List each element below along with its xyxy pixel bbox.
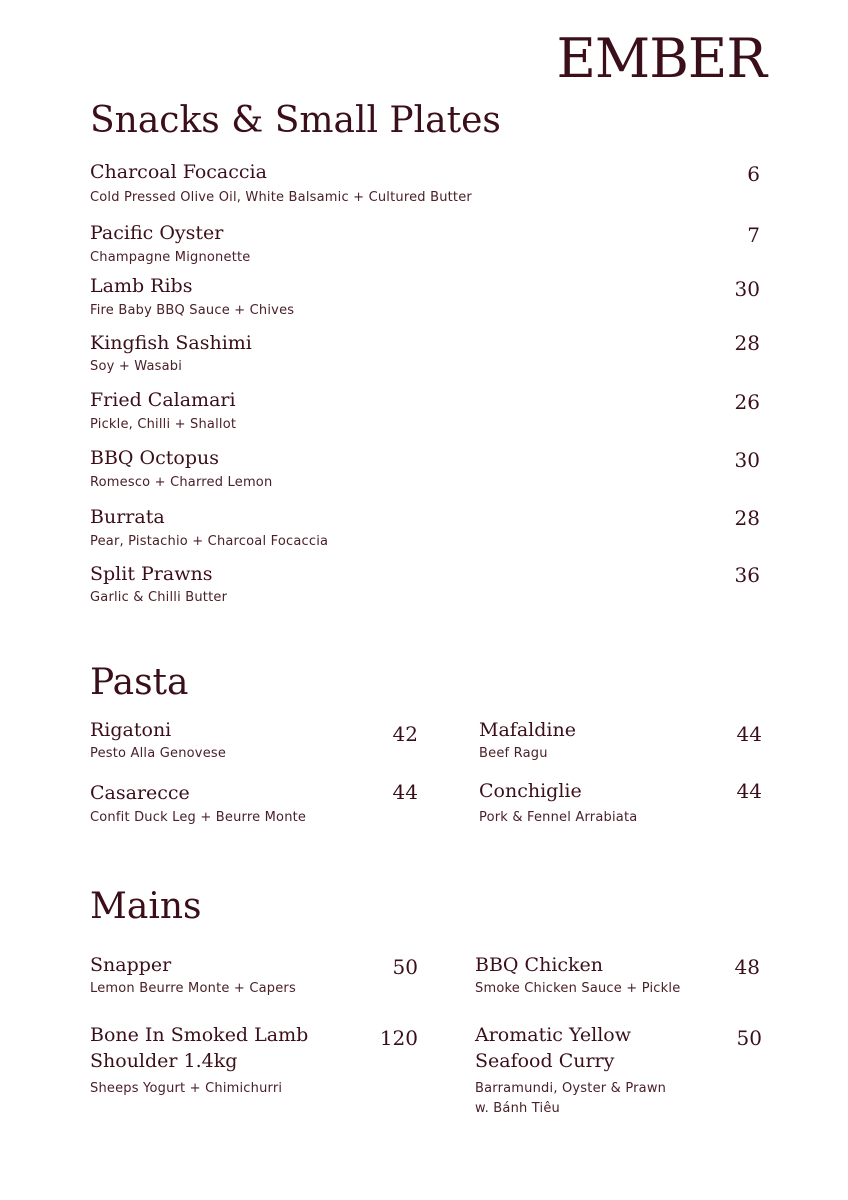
item-price: 44 bbox=[736, 779, 762, 803]
item-description: Beef Ragu bbox=[479, 746, 548, 761]
brand-logo: EMBER bbox=[556, 27, 766, 90]
item-price: 50 bbox=[736, 1026, 762, 1050]
item-name: BBQ Chicken bbox=[475, 954, 604, 976]
item-name: Pacific Oyster bbox=[90, 222, 224, 244]
item-description: Sheeps Yogurt + Chimichurri bbox=[90, 1081, 283, 1096]
section-title-pasta: Pasta bbox=[90, 662, 189, 703]
item-price: 44 bbox=[392, 780, 418, 804]
section-title-mains: Mains bbox=[90, 886, 202, 927]
item-description: Pickle, Chilli + Shallot bbox=[90, 417, 237, 432]
item-name-line-2: Shoulder 1.4kg bbox=[90, 1050, 238, 1072]
item-name: Burrata bbox=[90, 506, 165, 528]
item-name-line-1: Aromatic Yellow bbox=[475, 1024, 631, 1046]
item-price: 44 bbox=[736, 722, 762, 746]
item-price: 28 bbox=[734, 506, 760, 530]
item-name: Charcoal Focaccia bbox=[90, 161, 267, 183]
item-description: Pork & Fennel Arrabiata bbox=[479, 810, 638, 825]
item-description: Garlic & Chilli Butter bbox=[90, 590, 228, 605]
item-description: Champagne Mignonette bbox=[90, 250, 251, 265]
item-price: 50 bbox=[392, 955, 418, 979]
item-name: Conchiglie bbox=[479, 780, 582, 802]
item-name-line-2: Seafood Curry bbox=[475, 1050, 615, 1072]
item-description: Soy + Wasabi bbox=[90, 359, 183, 374]
item-name: Casarecce bbox=[90, 782, 190, 804]
section-title-snacks: Snacks & Small Plates bbox=[90, 100, 501, 141]
item-price: 6 bbox=[747, 162, 760, 186]
item-price: 48 bbox=[734, 955, 760, 979]
item-price: 28 bbox=[734, 331, 760, 355]
item-name: BBQ Octopus bbox=[90, 447, 219, 469]
item-price: 26 bbox=[734, 390, 760, 414]
item-description: Smoke Chicken Sauce + Pickle bbox=[475, 981, 681, 996]
item-name: Snapper bbox=[90, 954, 172, 976]
item-price: 30 bbox=[734, 448, 760, 472]
item-description: Pesto Alla Genovese bbox=[90, 746, 227, 761]
item-name: Kingfish Sashimi bbox=[90, 332, 252, 354]
item-name: Split Prawns bbox=[90, 563, 213, 585]
item-description: Lemon Beurre Monte + Capers bbox=[90, 981, 296, 996]
item-description: Romesco + Charred Lemon bbox=[90, 475, 273, 490]
item-name: Mafaldine bbox=[479, 719, 576, 741]
item-description: Pear, Pistachio + Charcoal Focaccia bbox=[90, 534, 329, 549]
item-name: Lamb Ribs bbox=[90, 275, 193, 297]
item-name-line-1: Bone In Smoked Lamb bbox=[90, 1024, 309, 1046]
item-name: Fried Calamari bbox=[90, 389, 236, 411]
item-name: Rigatoni bbox=[90, 719, 172, 741]
item-price: 30 bbox=[734, 277, 760, 301]
item-price: 42 bbox=[392, 722, 418, 746]
item-description-line-1: Barramundi, Oyster & Prawn bbox=[475, 1081, 667, 1096]
item-description: Confit Duck Leg + Beurre Monte bbox=[90, 810, 307, 825]
item-description: Fire Baby BBQ Sauce + Chives bbox=[90, 303, 295, 318]
item-description-line-2: w. Bánh Tiêu bbox=[475, 1101, 560, 1116]
item-price: 36 bbox=[734, 563, 760, 587]
item-price: 7 bbox=[747, 223, 760, 247]
item-description: Cold Pressed Olive Oil, White Balsamic + Cultured Butter bbox=[90, 190, 472, 205]
item-price: 120 bbox=[379, 1026, 418, 1050]
